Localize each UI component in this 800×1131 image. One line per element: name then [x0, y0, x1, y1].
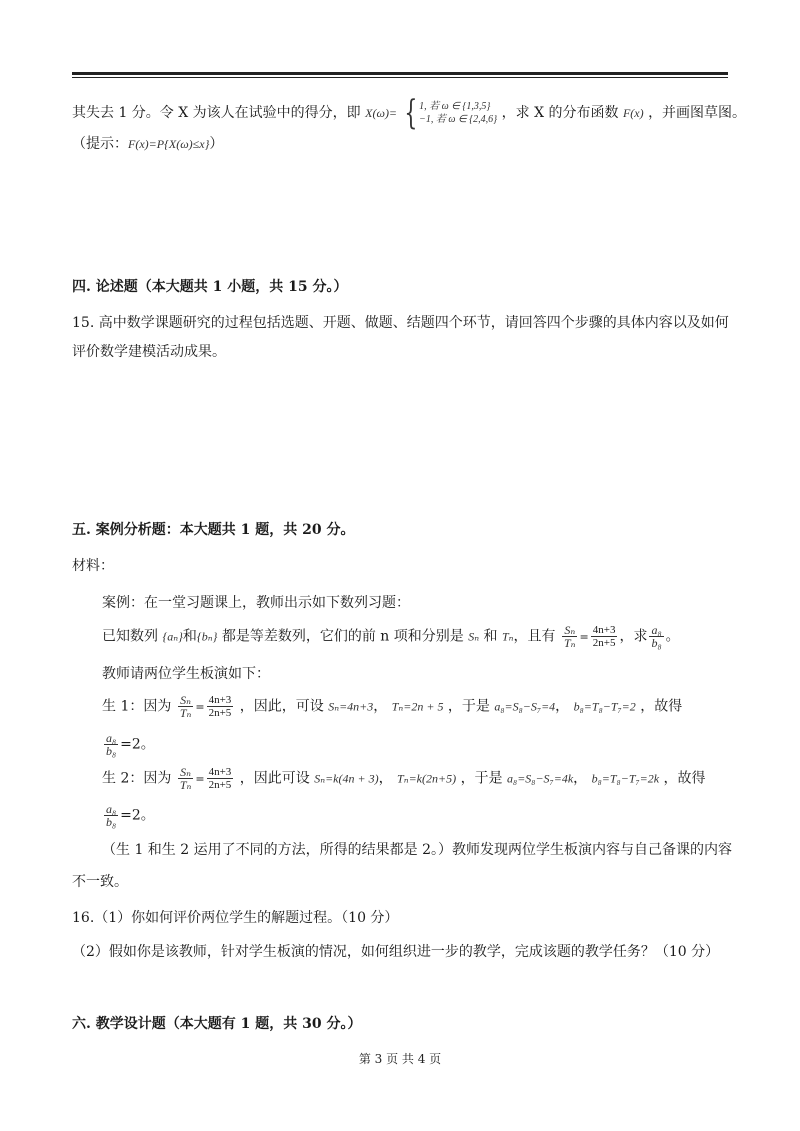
student2-solution: 生 2：因为 $\frac{\text{Sₙ}}{\text{Tₙ}}$ = $\frac{4n+3}{2n+5}$ ，因此可设 Sₙ=k(4n + 3)， Tₙ=k(2n+5) ，于是 a₈=S₈−S₇=4k， b₈=T₈−T₇=2k ，故得	[102, 765, 706, 792]
brace-symbol: {	[403, 93, 417, 133]
q16-part1: 16.（1）你如何评价两位学生的解题过程。（10 分）	[72, 910, 399, 926]
q14-continuation: 其失去 1 分。令 X 为该人在试验中的得分，即 X(ω)= { 1, 若 ω ∈ {1,3,5} −1, 若 ω ∈ {2,4,6} ，求 X 的分布函数 F(x) ，并画图草图。	[72, 93, 747, 133]
fraction-4n3-2n5: $\frac{4n+3}{2n+5}$	[592, 624, 616, 649]
section-4-heading: 四. 论述题（本大题共 1 小题，共 15 分。）	[72, 279, 348, 295]
board-intro: 教师请两位学生板演如下：	[102, 666, 270, 682]
section-6-heading: 六. 教学设计题（本大题有 1 题，共 30 分。）	[72, 1016, 362, 1032]
fraction-sn-tn: $\frac{\text{Sₙ}}{\text{Tₙ}}$	[564, 623, 576, 650]
teacher-note-line1: （生 1 和生 2 运用了不同的方法，所得的结果都是 2。）教师发现两位学生板演内容与自己备课的内容	[102, 842, 732, 858]
student1-result: $\frac{\text{a₈}}{\text{b₈}}$ =2。	[106, 731, 155, 758]
fraction-sn-tn: $\frac{\text{Sₙ}}{\text{Tₙ}}$	[179, 765, 192, 792]
q16-part2: （2）假如你是该教师，针对学生板演的情况，如何组织进一步的教学，完成该题的教学任务？（10 分）	[72, 944, 720, 960]
material-label: 材料：	[72, 558, 114, 574]
student1-solution: 生 1：因为 $\frac{\text{Sₙ}}{\text{Tₙ}}$ = $\frac{4n+3}{2n+5}$ ，因此，可设 Sₙ=4n+3， Tₙ=2n + 5 ，于是 a₈=S₈−S₇=4， b₈=T₈−T₇=2 ，故得	[102, 693, 683, 720]
q14-hint: （提示：F(x)=P{X(ω)≤x}）	[72, 136, 224, 152]
piecewise-definition: { 1, 若 ω ∈ {1,3,5} −1, 若 ω ∈ {2,4,6}	[403, 93, 498, 133]
fraction-a8-b8: $\frac{\text{a₈}}{\text{b₈}}$	[651, 623, 662, 650]
fraction-sn-tn: $\frac{\text{Sₙ}}{\text{Tₙ}}$	[179, 693, 192, 720]
header-rule-thick	[72, 72, 728, 75]
fraction-a8-b8: $\frac{\text{a₈}}{\text{b₈}}$	[106, 731, 117, 758]
section-5-heading: 五. 案例分析题：本大题共 1 题，共 20 分。	[72, 522, 355, 538]
student2-result: $\frac{\text{a₈}}{\text{b₈}}$ =2。	[106, 802, 155, 829]
fraction-4n3-2n5: $\frac{4n+3}{2n+5}$	[208, 766, 232, 791]
q15-line2: 评价数学建模活动成果。	[72, 344, 226, 360]
teacher-note-line2: 不一致。	[72, 874, 128, 890]
fraction-a8-b8: $\frac{\text{a₈}}{\text{b₈}}$	[106, 802, 117, 829]
case-intro: 案例：在一堂习题课上，教师出示如下数列习题：	[102, 595, 410, 611]
q15-line1: 15. 高中数学课题研究的过程包括选题、开题、做题、结题四个环节，请回答四个步骤的具体内容以及如何	[72, 315, 729, 331]
header-rule-thin	[72, 77, 728, 78]
problem-statement: 已知数列 {aₙ}和{bₙ} 都是等差数列，它们的前 n 项和分别是 Sₙ 和 Tₙ，且有 $\frac{\text{Sₙ}}{\text{Tₙ}}$ = $\frac{4n+3}{2n+5}$ ，求 $\frac{\text{a₈}}{\text{b₈}}$ 。	[102, 623, 680, 650]
page-footer: 第 3 页 共 4 页	[358, 1052, 442, 1066]
fraction-4n3-2n5: $\frac{4n+3}{2n+5}$	[208, 694, 232, 719]
